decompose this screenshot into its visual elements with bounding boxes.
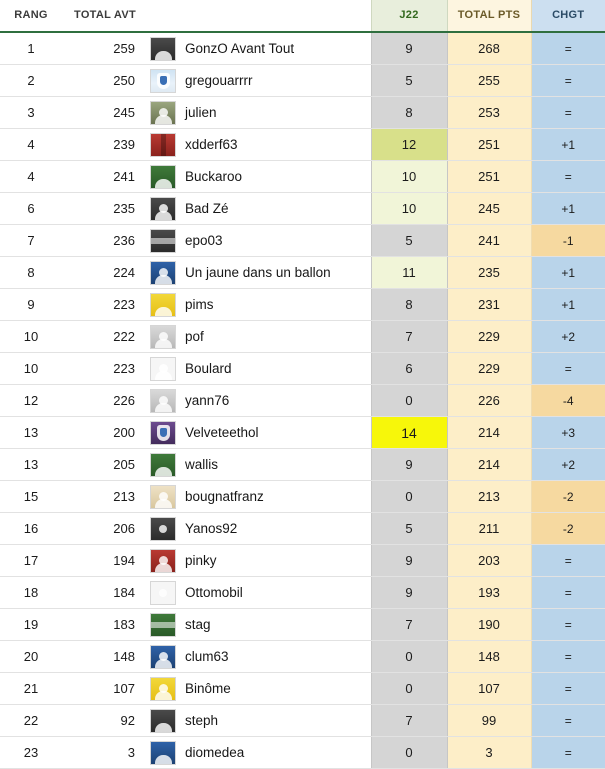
j22-score-cell: 0 <box>371 673 447 705</box>
change-cell: +2 <box>531 321 605 353</box>
total-avt-cell: 236 <box>62 225 148 257</box>
table-row[interactable] <box>0 449 605 481</box>
avatar <box>148 65 178 97</box>
rank-cell: 13 <box>0 417 62 449</box>
total-pts-cell: 251 <box>447 129 531 161</box>
change-cell: +1 <box>531 289 605 321</box>
j22-score-cell: 6 <box>371 353 447 385</box>
avatar <box>148 129 178 161</box>
avatar <box>148 545 178 577</box>
change-cell: +1 <box>531 257 605 289</box>
rank-cell: 7 <box>0 225 62 257</box>
rank-cell: 12 <box>0 385 62 417</box>
total-avt-cell: 222 <box>62 321 148 353</box>
total-pts-cell: 214 <box>447 417 531 449</box>
total-pts-cell: 190 <box>447 609 531 641</box>
j22-score-cell: 10 <box>371 193 447 225</box>
table-row[interactable] <box>0 65 605 97</box>
table-row[interactable] <box>0 289 605 321</box>
player-name-cell[interactable]: Boulard <box>178 353 371 385</box>
avatar <box>148 97 178 129</box>
column-header-name <box>178 0 371 32</box>
j22-score-cell: 9 <box>371 545 447 577</box>
table-row[interactable] <box>0 321 605 353</box>
j22-score-cell: 5 <box>371 513 447 545</box>
change-cell: = <box>531 97 605 129</box>
table-row[interactable] <box>0 417 605 449</box>
total-avt-cell: 205 <box>62 449 148 481</box>
j22-score-cell: 7 <box>371 321 447 353</box>
total-pts-cell: 148 <box>447 641 531 673</box>
total-avt-cell: 245 <box>62 97 148 129</box>
total-avt-cell: 107 <box>62 673 148 705</box>
avatar <box>148 449 178 481</box>
total-pts-cell: 253 <box>447 97 531 129</box>
j22-score-cell: 7 <box>371 705 447 737</box>
rank-cell: 4 <box>0 161 62 193</box>
table-row[interactable] <box>0 193 605 225</box>
rank-cell: 8 <box>0 257 62 289</box>
table-header <box>0 0 605 32</box>
j22-score-cell: 11 <box>371 257 447 289</box>
rank-cell: 2 <box>0 65 62 97</box>
table-row[interactable] <box>0 737 605 769</box>
avatar <box>148 673 178 705</box>
j22-score-cell: 14 <box>371 417 447 449</box>
rank-cell: 19 <box>0 609 62 641</box>
total-pts-cell: 203 <box>447 545 531 577</box>
player-name-cell[interactable]: yann76 <box>178 385 371 417</box>
total-pts-cell: 245 <box>447 193 531 225</box>
change-cell: = <box>531 353 605 385</box>
table-body <box>0 32 605 769</box>
change-cell: +2 <box>531 449 605 481</box>
total-avt-cell: 200 <box>62 417 148 449</box>
total-pts-cell: 99 <box>447 705 531 737</box>
total-pts-cell: 226 <box>447 385 531 417</box>
table-row[interactable] <box>0 481 605 513</box>
rank-cell: 13 <box>0 449 62 481</box>
avatar <box>148 385 178 417</box>
j22-score-cell: 5 <box>371 225 447 257</box>
table-row[interactable] <box>0 161 605 193</box>
rank-cell: 3 <box>0 97 62 129</box>
rank-cell: 10 <box>0 353 62 385</box>
table-row[interactable] <box>0 97 605 129</box>
total-avt-cell: 183 <box>62 609 148 641</box>
player-name-cell[interactable]: stag <box>178 609 371 641</box>
change-cell: -2 <box>531 513 605 545</box>
total-avt-cell: 213 <box>62 481 148 513</box>
rank-cell: 9 <box>0 289 62 321</box>
change-cell: = <box>531 161 605 193</box>
table-row[interactable] <box>0 353 605 385</box>
change-cell: -2 <box>531 481 605 513</box>
table-row[interactable] <box>0 225 605 257</box>
player-name-cell[interactable]: pinky <box>178 545 371 577</box>
rank-cell: 17 <box>0 545 62 577</box>
avatar <box>148 257 178 289</box>
total-avt-cell: 206 <box>62 513 148 545</box>
change-cell: -1 <box>531 225 605 257</box>
rank-cell: 4 <box>0 129 62 161</box>
change-cell: = <box>531 577 605 609</box>
player-name-cell[interactable]: wallis <box>178 449 371 481</box>
avatar <box>148 577 178 609</box>
player-name-cell[interactable]: clum63 <box>178 641 371 673</box>
player-name-cell[interactable]: gregouarrrr <box>178 65 371 97</box>
change-cell: = <box>531 545 605 577</box>
total-avt-cell: 224 <box>62 257 148 289</box>
change-cell: +1 <box>531 129 605 161</box>
rank-cell: 21 <box>0 673 62 705</box>
total-avt-cell: 259 <box>62 32 148 65</box>
player-name-cell[interactable]: pims <box>178 289 371 321</box>
change-cell: = <box>531 65 605 97</box>
player-name-cell[interactable]: julien <box>178 97 371 129</box>
j22-score-cell: 9 <box>371 577 447 609</box>
j22-score-cell: 9 <box>371 449 447 481</box>
avatar <box>148 321 178 353</box>
total-avt-cell: 241 <box>62 161 148 193</box>
player-name-cell[interactable]: epo03 <box>178 225 371 257</box>
j22-score-cell: 8 <box>371 97 447 129</box>
avatar <box>148 609 178 641</box>
rank-cell: 18 <box>0 577 62 609</box>
change-cell: +3 <box>531 417 605 449</box>
total-avt-cell: 184 <box>62 577 148 609</box>
rank-cell: 16 <box>0 513 62 545</box>
avatar <box>148 353 178 385</box>
table-row[interactable] <box>0 705 605 737</box>
total-pts-cell: 235 <box>447 257 531 289</box>
rank-cell: 15 <box>0 481 62 513</box>
change-cell: = <box>531 641 605 673</box>
total-pts-cell: 3 <box>447 737 531 769</box>
player-name-cell[interactable]: Buckaroo <box>178 161 371 193</box>
rank-cell: 6 <box>0 193 62 225</box>
change-cell: = <box>531 673 605 705</box>
header-row <box>0 0 605 32</box>
total-pts-cell: 251 <box>447 161 531 193</box>
change-cell: = <box>531 32 605 65</box>
player-name-cell[interactable]: Ottomobil <box>178 577 371 609</box>
change-cell: = <box>531 705 605 737</box>
table-row[interactable] <box>0 673 605 705</box>
total-avt-cell: 223 <box>62 289 148 321</box>
change-cell: = <box>531 609 605 641</box>
column-header-total-avt[interactable]: TOTAL AVT <box>62 0 148 32</box>
rank-cell: 1 <box>0 32 62 65</box>
total-pts-cell: 193 <box>447 577 531 609</box>
table-row[interactable] <box>0 545 605 577</box>
player-name-cell[interactable]: pof <box>178 321 371 353</box>
total-pts-cell: 231 <box>447 289 531 321</box>
total-pts-cell: 255 <box>447 65 531 97</box>
change-cell: = <box>531 737 605 769</box>
total-avt-cell: 226 <box>62 385 148 417</box>
j22-score-cell: 8 <box>371 289 447 321</box>
player-name-cell[interactable]: Velveteethol <box>178 417 371 449</box>
total-avt-cell: 92 <box>62 705 148 737</box>
total-pts-cell: 241 <box>447 225 531 257</box>
avatar <box>148 481 178 513</box>
total-pts-cell: 213 <box>447 481 531 513</box>
avatar <box>148 513 178 545</box>
total-avt-cell: 235 <box>62 193 148 225</box>
table-row[interactable] <box>0 385 605 417</box>
column-header-total-pts[interactable]: TOTAL PTS <box>447 0 531 32</box>
total-pts-cell: 214 <box>447 449 531 481</box>
avatar <box>148 705 178 737</box>
avatar <box>148 737 178 769</box>
j22-score-cell: 0 <box>371 641 447 673</box>
j22-score-cell: 7 <box>371 609 447 641</box>
change-cell: +1 <box>531 193 605 225</box>
j22-score-cell: 0 <box>371 385 447 417</box>
player-name-cell[interactable]: Un jaune dans un ballon <box>178 257 371 289</box>
rank-cell: 20 <box>0 641 62 673</box>
avatar <box>148 289 178 321</box>
table-row[interactable] <box>0 641 605 673</box>
column-header-avatar <box>148 0 178 32</box>
rank-cell: 10 <box>0 321 62 353</box>
total-avt-cell: 3 <box>62 737 148 769</box>
player-name-cell[interactable]: diomedea <box>178 737 371 769</box>
rank-cell: 22 <box>0 705 62 737</box>
j22-score-cell: 0 <box>371 737 447 769</box>
total-avt-cell: 194 <box>62 545 148 577</box>
total-avt-cell: 148 <box>62 641 148 673</box>
total-avt-cell: 223 <box>62 353 148 385</box>
total-avt-cell: 239 <box>62 129 148 161</box>
avatar <box>148 641 178 673</box>
j22-score-cell: 12 <box>371 129 447 161</box>
avatar <box>148 32 178 65</box>
total-pts-cell: 107 <box>447 673 531 705</box>
player-name-cell[interactable]: bougnatfranz <box>178 481 371 513</box>
total-pts-cell: 211 <box>447 513 531 545</box>
player-name-cell[interactable]: Bad Zé <box>178 193 371 225</box>
player-name-cell[interactable]: Yanos92 <box>178 513 371 545</box>
player-name-cell[interactable]: steph <box>178 705 371 737</box>
player-name-cell[interactable]: xdderf63 <box>178 129 371 161</box>
avatar <box>148 193 178 225</box>
player-name-cell[interactable]: GonzO Avant Tout <box>178 32 371 65</box>
column-header-rang[interactable]: RANG <box>0 0 62 32</box>
j22-score-cell: 9 <box>371 32 447 65</box>
column-header-chgt[interactable]: CHGT <box>531 0 605 32</box>
table-row[interactable] <box>0 577 605 609</box>
j22-score-cell: 0 <box>371 481 447 513</box>
rank-cell: 23 <box>0 737 62 769</box>
avatar <box>148 225 178 257</box>
table-row[interactable] <box>0 32 605 65</box>
table-row[interactable] <box>0 513 605 545</box>
change-cell: -4 <box>531 385 605 417</box>
total-avt-cell: 250 <box>62 65 148 97</box>
j22-score-cell: 5 <box>371 65 447 97</box>
table-row[interactable] <box>0 257 605 289</box>
table-row[interactable] <box>0 129 605 161</box>
avatar <box>148 161 178 193</box>
total-pts-cell: 229 <box>447 353 531 385</box>
avatar <box>148 417 178 449</box>
total-pts-cell: 268 <box>447 32 531 65</box>
j22-score-cell: 10 <box>371 161 447 193</box>
column-header-j22[interactable]: J22 <box>371 0 447 32</box>
player-name-cell[interactable]: Binôme <box>178 673 371 705</box>
total-pts-cell: 229 <box>447 321 531 353</box>
table-row[interactable] <box>0 609 605 641</box>
